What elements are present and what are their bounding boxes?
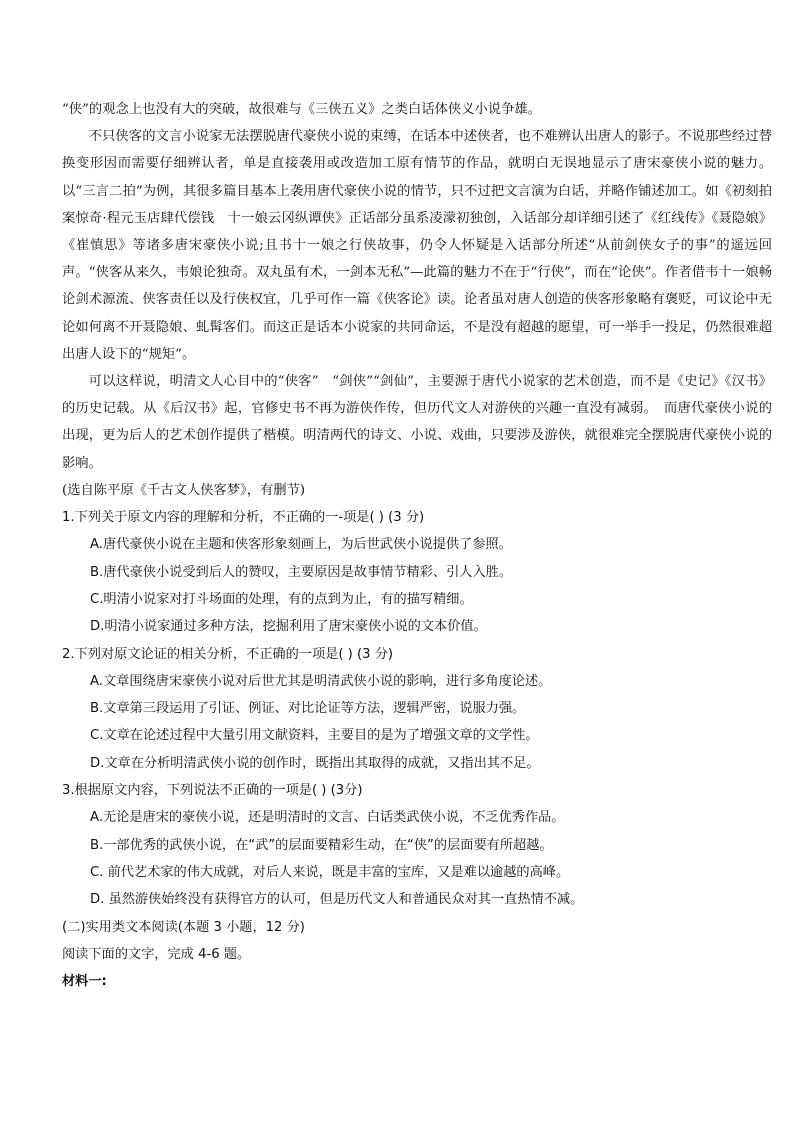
option-d: D.文章在分析明清武侠小说的创作时，既指出其取得的成就，又指出其不足。 (90, 755, 540, 771)
option-b: B.文章第三段运用了引证、例证、对比论证等方法，逻辑严密，说服力强。 (90, 701, 526, 717)
option-a: A.唐代豪侠小说在主题和侠客形象刻画上，为后世武侠小说提供了参照。 (90, 537, 512, 553)
question-stem: 2.下列对原文论证的相关分析，不正确的一项是( ) (3 分) (62, 646, 394, 662)
passage-source: (选自陈平原《千古文人侠客梦》，有删节) (62, 482, 306, 498)
passage-paragraph-2: 不只侠客的文言小说家无法摆脱唐代豪侠小说的束缚，在话本中述侠者，也不难辨认出唐人的影子。不说那些经过替换变形因而需要仔细辨认者，单是直接袭用或改造加工原有情节的作品，就明白无误地显示了唐宋豪侠小说的魅力。以“三言二拍”为例，其很多篇目基本上袭用唐代豪侠小说的情节，只不过把文言演为白话，并略作铺述加工。如《初刻拍案惊奇·程元玉店肆代偿钱 十一娘云冈纵谭侠》正话部分虽系凌濛初独创，入话部分却详细引述了《红线传》《聂隐娘》《崔慎思》等诸多唐宋豪侠小说;且书十一娘之行侠故事，仍令人怀疑是入话部分所述“从前剑侠女子的事”的遥远回声。“侠客从来久，韦娘论独奇。双丸虽有术，一剑本无私”—此篇的魅力不在于“行侠”，而在“论侠”。作者借韦十一娘畅论剑术源流、侠客责任以及行侠权宜，几乎可作一篇《侠客论》读。论者虽对唐人创造的侠客形象略有褒贬，可议论中无论如何离不开聂隐娘、虬髯客们。而这正是话本小说家的共同命运，不是没有超越的愿望，可一举手一投足，仍然很难超出唐人设下的“规矩”。 (62, 129, 772, 362)
option-d: D. 虽然游侠始终没有获得官方的认可，但是历代文人和普通民众对其一直热情不减。 (90, 892, 584, 908)
option-d: D.明清小说家通过多种方法，挖掘利用了唐宋豪侠小说的文本价值。 (90, 619, 487, 635)
option-c: C.明清小说家对打斗场面的处理，有的点到为止，有的描写精细。 (90, 591, 473, 607)
exam-page (62, 96, 772, 995)
option-a: A.无论是唐宋的豪侠小说，还是明清时的文言、白话类武侠小说，不乏优秀作品。 (90, 810, 565, 826)
question-stem: 3.根据原文内容，下列说法不正确的一项是( ) (3分) (62, 783, 363, 799)
question-2 (62, 641, 772, 777)
section-heading: (二)实用类文本阅读(本题 3 小题，12 分) (62, 919, 305, 935)
option-a: A.文章围绕唐宋豪侠小说对后世尤其是明清武侠小说的影响，进行多角度论述。 (90, 673, 552, 689)
question-3 (62, 777, 772, 913)
material-label: 材料一: (62, 974, 107, 990)
passage-paragraph-3: 可以这样说，明清文人心目中的“侠客” “剑侠”“剑仙”，主要源于唐代小说家的艺术创造，而不是《史记》《汉书》的历史记载。从《后汉书》起，官修史书不再为游侠作传，但历代文人对游侠的兴趣一直没有减弱。 而唐代豪侠小说的出现，更为后人的艺术创作提供了楷模。明清两代的诗文、小说、戏曲，只要涉及游侠，就很难完全摆脱唐代豪侠小说的影响。 (62, 374, 772, 471)
option-b: B.一部优秀的武侠小说，在“武”的层面要精彩生动，在“侠”的层面要有所超越。 (90, 837, 553, 853)
section-instruction: 阅读下面的文字，完成 4-6 题。 (62, 946, 251, 962)
option-c: C. 前代艺术家的伟大成就，对后人来说，既是丰富的宝库，又是难以逾越的高峰。 (90, 864, 570, 880)
reading-passage (62, 96, 772, 504)
question-1 (62, 504, 772, 640)
question-stem: 1.下列关于原文内容的理解和分析，不正确的一-项是( ) (3 分) (62, 510, 425, 526)
option-c: C.文章在论述过程中大量引用文献资料，主要目的是为了增强文章的文学性。 (90, 728, 539, 744)
option-b: B.唐代豪侠小说受到后人的赞叹，主要原因是故事情节精彩、引人入胜。 (90, 564, 513, 580)
passage-paragraph-1: “侠”的观念上也没有大的突破，故很难与《三侠五义》之类白话体侠义小说争雄。 (62, 102, 541, 117)
